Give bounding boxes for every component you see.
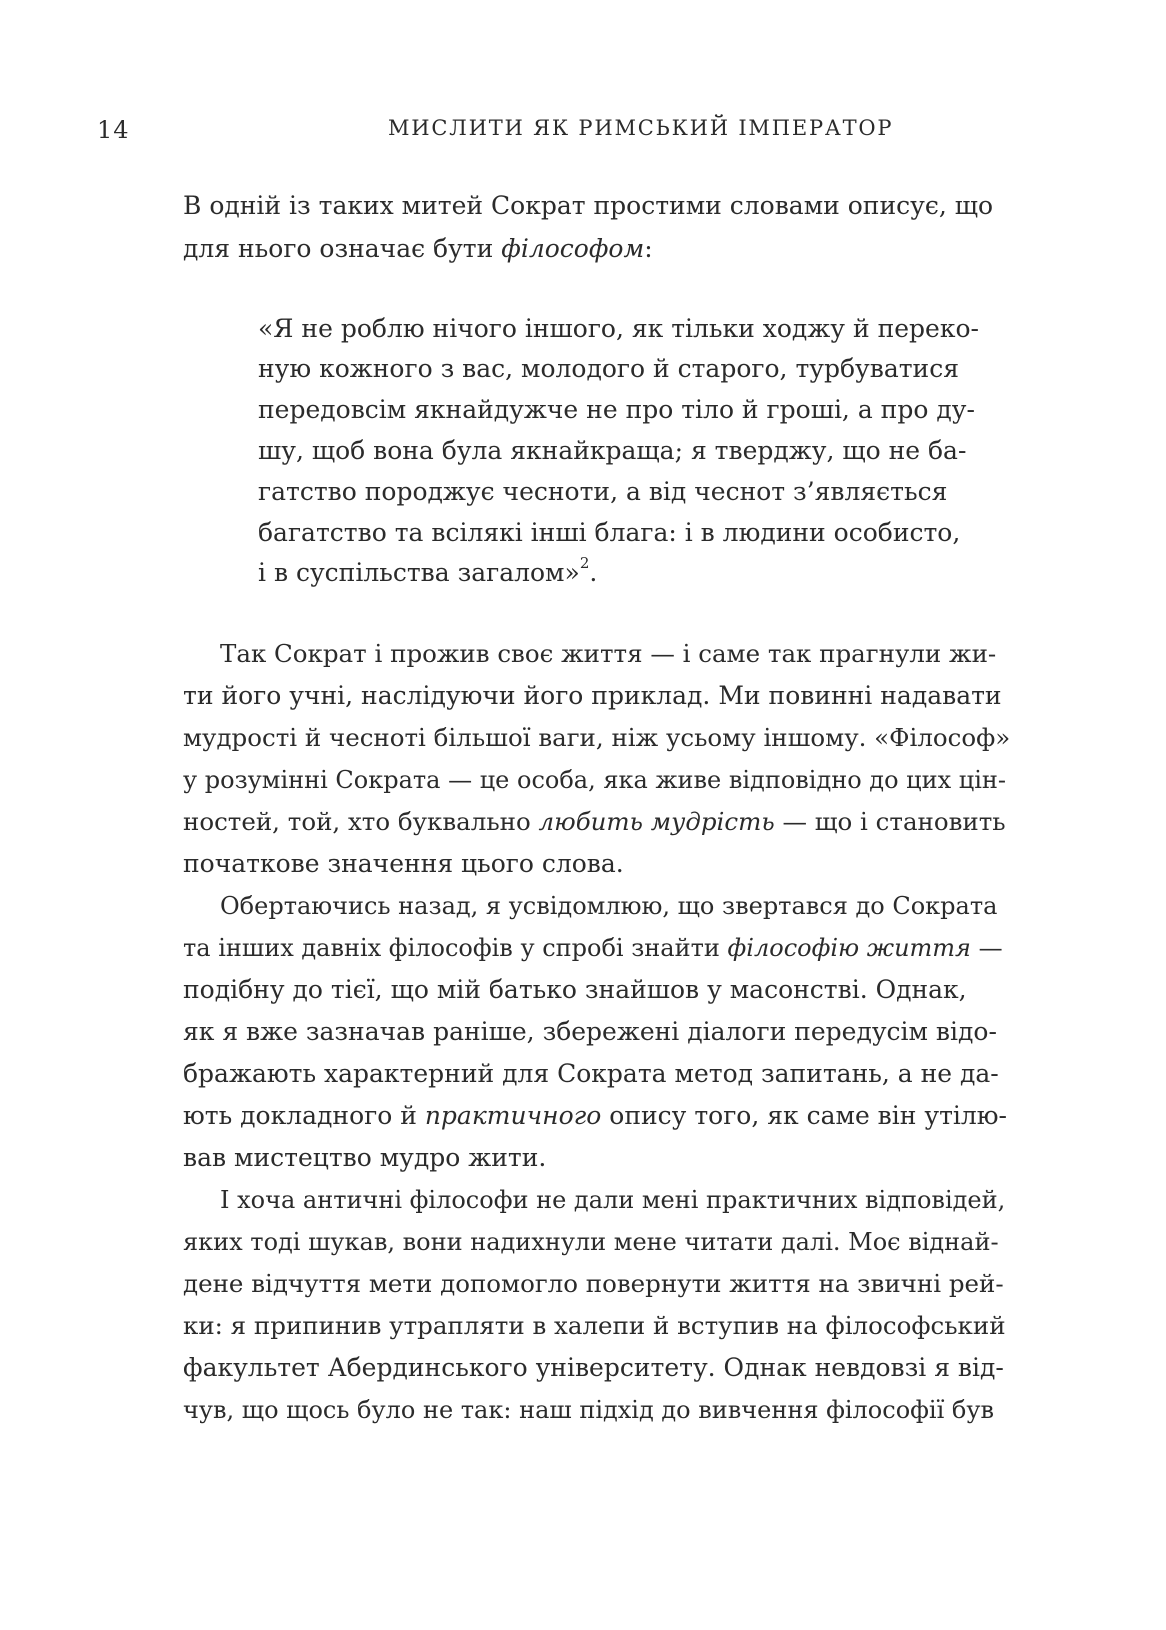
italic-loves-wisdom: любить мудрість <box>538 807 775 836</box>
quote-last-text: і в суспільства загалом» <box>258 558 580 587</box>
quote-line-5: гатство породжує чесноти, а від чеснот з’являється <box>258 477 948 506</box>
paragraph-3-line-5: факультет Абердинського університету. Однак невдовзі я від- <box>183 1353 1004 1382</box>
paragraph-2-line-7: вав мистецтво мудро жити. <box>183 1143 547 1172</box>
paragraph-2-line-3: подібну до тієї, що мій батько знайшов у масонстві. Однак, <box>183 975 967 1004</box>
paragraph-1-line-3: мудрості й чесноті більшої ваги, ніж усьому іншому. «Філософ» <box>183 723 1011 752</box>
paragraph-1-line-1: Так Сократ і прожив своє життя — і саме так прагнули жи- <box>220 639 997 668</box>
quote-line-7 <box>258 553 598 589</box>
paragraph-2-line-6-a: ють докладного й <box>183 1101 425 1130</box>
quote-last-punct: . <box>589 558 598 587</box>
paragraph-3-line-6: чув, що щось було не так: наш підхід до вивчення філософії був <box>183 1396 994 1424</box>
intro-italic-term: філософом <box>501 234 645 263</box>
page-number: 14 <box>97 116 130 144</box>
running-title: МИСЛИТИ ЯК РИМСЬКИЙ ІМПЕРАТОР <box>388 116 894 140</box>
paragraph-2-line-6 <box>183 1100 1007 1132</box>
paragraph-2-line-6-b: опису того, як саме він утілю- <box>601 1101 1007 1130</box>
intro-line-2-text: для нього означає бути <box>183 234 502 263</box>
paragraph-3-line-3: дене відчуття мети допомогло повернути життя на звичні рей- <box>183 1269 1004 1298</box>
quote-line-1: «Я не роблю нічого іншого, як тільки ходжу й переко- <box>258 314 979 343</box>
italic-philosophy-of-life: філософію життя <box>727 934 971 962</box>
paragraph-1-line-2: ти його учні, наслідуючи його приклад. Ми повинні надавати <box>183 681 1002 710</box>
quote-line-3: передовсім якнайдужче не про тіло й гроші, а про ду- <box>258 395 975 424</box>
paragraph-1-line-6: початкове значення цього слова. <box>183 849 624 878</box>
paragraph-3-line-4: ки: я припинив утрапляти в халепи й вступив на філософський <box>183 1311 1006 1340</box>
paragraph-1-line-4: у розумінні Сократа — це особа, яка живе відповідно до цих цін- <box>183 766 1006 794</box>
intro-line-2 <box>183 233 653 265</box>
quote-line-6: багатство та всілякі інші блага: і в людини особисто, <box>258 518 961 547</box>
paragraph-3-line-2: яких тоді шукав, вони надихнули мене читати далі. Моє віднай- <box>183 1228 999 1256</box>
paragraph-3-line-1: І хоча античні філософи не дали мені практичних відповідей, <box>220 1186 1006 1214</box>
footnote-reference: 2 <box>579 553 590 572</box>
paragraph-2-line-1: Обертаючись назад, я усвідомлюю, що звертався до Сократа <box>220 892 998 920</box>
paragraph-1-line-5-a: ностей, той, хто буквально <box>183 807 539 836</box>
paragraph-1-line-5-b: — що і становить <box>774 807 1006 836</box>
intro-line-2-punct: : <box>644 234 653 263</box>
italic-practical: практичного <box>424 1101 602 1130</box>
paragraph-2-line-4: як я вже зазначав раніше, збережені діалоги передусім відо- <box>183 1017 997 1046</box>
paragraph-2-line-5: бражають характерний для Сократа метод запитань, а не да- <box>183 1059 999 1088</box>
quote-line-2: ную кожного з вас, молодого й старого, турбуватися <box>258 354 959 383</box>
intro-line-1: В одній із таких митей Сократ простими словами описує, що <box>183 191 994 220</box>
paragraph-2-line-2 <box>183 932 1003 964</box>
paragraph-2-line-2-b: — <box>970 934 1003 962</box>
paragraph-2-line-2-a: та інших давніх філософів у спробі знайти <box>183 934 728 962</box>
quote-line-4: шу, щоб вона була якнайкраща; я тверджу, що не ба- <box>258 436 967 465</box>
paragraph-1-line-5 <box>183 806 1006 838</box>
